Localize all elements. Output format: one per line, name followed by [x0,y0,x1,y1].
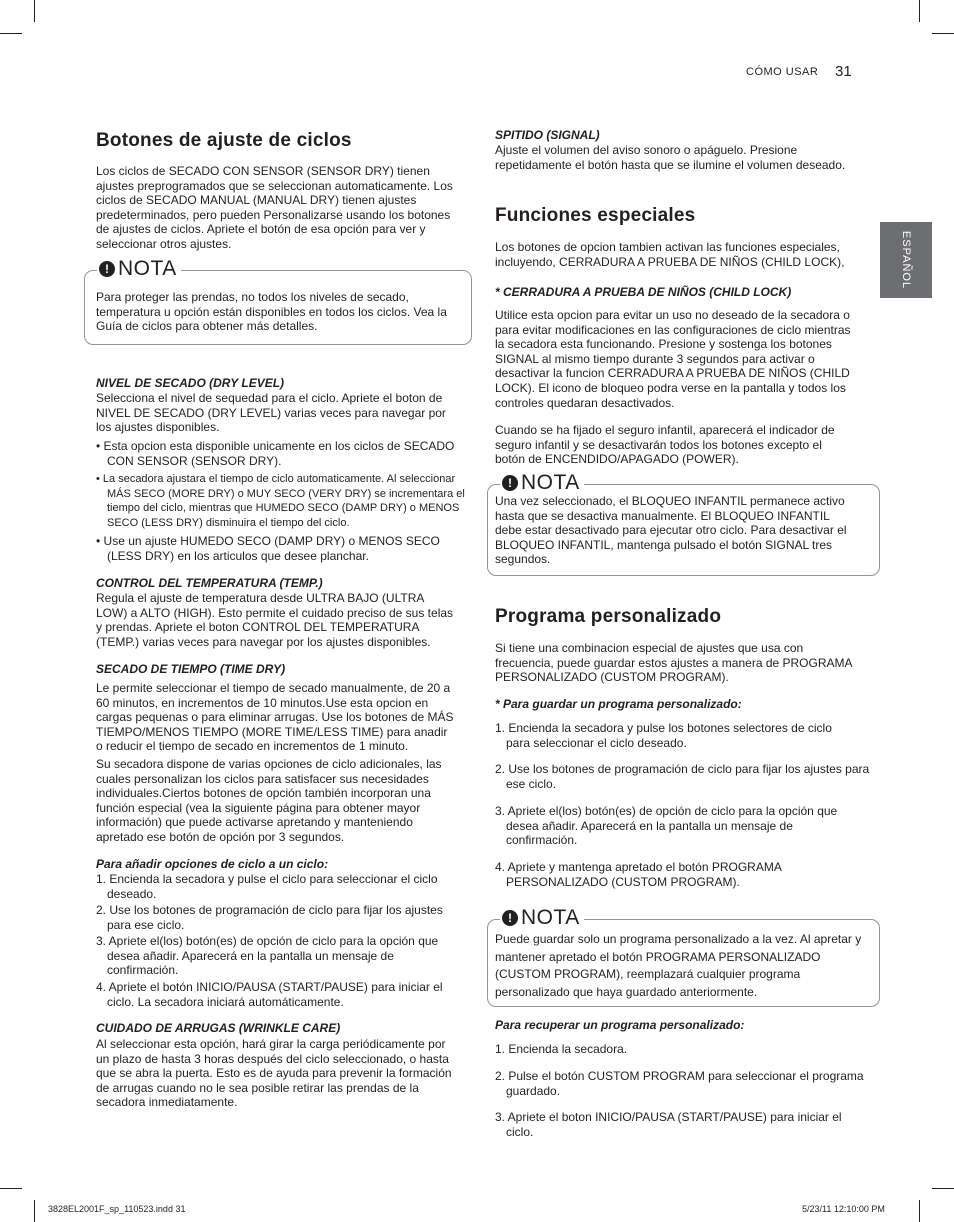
paragraph: Ajuste el volumen del aviso sonoro o apáguelo. Presione repetidamente el botón hasta que se ilumine el volumen deseado. [495,143,846,172]
subheading: SECADO DE TIEMPO (TIME DRY) [96,662,286,676]
subheading: * Para guardar un programa personalizado: [495,697,742,711]
running-header: CÓMO USAR [746,66,819,78]
section-title: Botones de ajuste de ciclos [96,130,352,151]
list-item: • La secadora ajustara el tiempo de ciclo automaticamente. Al seleccionar MÁS SECO (MORE DRY) o MUY SECO (VERY DRY) se incrementara el tiempo del ciclo, mientras que HUMEDO SECO (DAMP DRY) o MENOS SECO (LESS DRY) disminuira el tiempo del ciclo. [96,473,465,529]
note-text: Una vez seleccionado, el BLOQUEO INFANTIL permanece activo hasta que se desactiva manualmente. El BLOQUEO INFANTIL debe estar desactivado para ejecutar otro ciclo. Para desactivar el BLOQUEO INFANTIL, mantenga pulsado el botón SIGNAL tres segundos. [495,494,847,567]
intro-paragraph: Los ciclos de SECADO CON SENSOR (SENSOR DRY) tienen ajustes preprogramados que se seleccionan automaticamente. Los ciclos de SECADO MANUAL (MANUAL DRY) tienen ajustes predeterminados, pero pueden Personalizarse usando los botones de ajustes de ciclos. Apriete el botón de esa opción para ver y seleccionar otros ajustes. [96,164,453,251]
paragraph: Cuando se ha fijado el seguro infantil, aparecerá el indicador de seguro infantil y se desactivarán todos los botones excepto el botón de ENCENDIDO/APAGADO (POWER). [495,423,835,467]
list-item: 2. Use los botones de programación de ciclo para fijar los ajustes para ese ciclo. [96,903,443,932]
language-tab [880,222,932,298]
paragraph: Regula el ajuste de temperatura desde ULTRA BAJO (ULTRA LOW) a ALTO (HIGH). Esto permite el cuidado preciso de sus telas y prendas. Apriete el boton CONTROL DEL TEMPERATURA (TEMP.) varias veces para navegar por los ajustes disponibles. [96,591,454,649]
note-box [487,471,880,576]
paragraph: Su secadora dispone de varias opciones de ciclo adicionales, las cuales personalizan los ciclos para satisfacer sus necesidades individuales.Ciertos botones de opción también incorporan una función especial (vea la siguiente página para obtener mayor información) que puede activarse apretando y manteniendo apretado ese botón de opción por 3 segundos. [96,757,442,844]
note-text: Puede guardar solo un programa personalizado a la vez. Al apretar y mantener apretado el botón PROGRAMA PERSONALIZADO (CUSTOM PROGRAM), reemplazará cualquier programa personalizado que haya guardado anteriormente. [495,932,862,999]
subheading: SPITIDO (SIGNAL) [495,128,600,142]
note-text: Para proteger las prendas, no todos los niveles de secado, temperatura u opción están disponibles en todos los ciclos. Vea la Guía de ciclos para obtener más detalles. [96,290,447,334]
list-item: 2. Pulse el botón CUSTOM PROGRAM para seleccionar el programa guardado. [495,1069,864,1098]
paragraph: Utilice esta opcion para evitar un uso no deseado de la secadora o para evitar modificaciones en las configuraciones de ciclo mientras la secadora esta funcionando. Presione y sostenga los botones SIGNAL al mismo tiempo durante 3 segundos para activar o desactivar la funcion CERRADURA A PRUEBA DE NIÑOS (CHILD LOCK). El icono de bloqueo podra verse en la pantalla y todos los controles quedaran desactivados. [495,308,851,410]
subheading: NIVEL DE SECADO (DRY LEVEL) [96,376,285,390]
list-item: 4. Apriete el botón INICIO/PAUSA (START/PAUSE) para iniciar el ciclo. La secadora iniciará automáticamente. [96,980,443,1009]
footer-file: 3828EL2001F_sp_110523.indd 31 [48,1204,186,1214]
subheading: * CERRADURA A PRUEBA DE NIÑOS (CHILD LOCK) [495,285,792,299]
crop-mark [919,1200,920,1222]
subheading: Para recuperar un programa personalizado: [495,1018,745,1032]
list-item: 3. Apriete el(los) botón(es) de opción de ciclo para la opción que desea añadir. Aparecerá en la pantalla un mensaje de confirmación. [495,804,838,848]
crop-mark [34,0,35,22]
crop-mark [932,33,954,34]
crop-mark [34,1200,35,1222]
paragraph: Si tiene una combinacion especial de ajustes que usa con frecuencia, puede guardar estos ajustes a manera de PROGRAMA PERSONALIZADO (CUSTOM PROGRAM). [495,641,852,685]
subheading: CUIDADO DE ARRUGAS (WRINKLE CARE) [96,1021,341,1035]
crop-mark [0,33,22,34]
list-item: • Use un ajuste HUMEDO SECO (DAMP DRY) o MENOS SECO (LESS DRY) en los articulos que desee planchar. [96,534,440,563]
list-item: 3. Apriete el(los) botón(es) de opción de ciclo para la opción que desea añadir. Aparecerá en la pantalla un mensaje de confirmación. [96,934,439,978]
note-label: NOTA [521,906,580,929]
list-item: 1. Encienda la secadora y pulse los botones selectores de ciclo para seleccionar el ciclo deseado. [495,721,832,750]
footer-date: 5/23/11 12:10:00 PM [802,1204,885,1214]
exclamation-icon: ! [99,261,115,277]
note-label: NOTA [118,257,177,280]
paragraph: Le permite seleccionar el tiempo de secado manualmente, de 20 a 60 minutos, en incrementos de 10 minutos.Use esta opcion en cargas pequenas o para eliminar arrugas. Use los botones de MÁS TIEMPO/MENOS TIEMPO (MORE TIME/LESS TIME) para anadir o reducir el tiempo de secado en incrementos de 1 minuto. [96,681,454,754]
list-item: 1. Encienda la secadora y pulse el ciclo para seleccionar el ciclo deseado. [96,872,438,901]
list-item: • Esta opcion esta disponible unicamente en los ciclos de SECADO CON SENSOR (SENSOR DRY). [96,439,455,468]
page-number: 31 [835,63,852,80]
crop-mark [0,1188,22,1189]
note-box [84,257,472,345]
note-label: NOTA [521,471,580,494]
language-tab-label: ESPAÑOL [900,230,912,290]
exclamation-icon: ! [502,910,518,926]
list-item: 2. Use los botones de programación de ciclo para fijar los ajustes para ese ciclo. [495,762,870,791]
paragraph: Los botones de opcion tambien activan las funciones especiales, incluyendo, CERRADURA A PRUEBA DE NIÑOS (CHILD LOCK), [495,240,845,269]
paragraph: Selecciona el nivel de sequedad para el ciclo. Apriete el boton de NIVEL DE SECADO (DRY LEVEL) varias veces para navegar por los ajustes disponibles. [96,391,446,435]
exclamation-icon: ! [502,475,518,491]
crop-mark [919,0,920,22]
list-item: 3. Apriete el boton INICIO/PAUSA (START/PAUSE) para iniciar el ciclo. [495,1110,842,1139]
subheading: CONTROL DEL TEMPERATURA (TEMP.) [96,576,323,590]
section-title: Funciones especiales [495,205,696,226]
subheading: Para añadir opciones de ciclo a un ciclo: [96,857,329,871]
list-item: 1. Encienda la secadora. [495,1042,628,1056]
crop-mark [932,1188,954,1189]
paragraph: Al seleccionar esta opción, hará girar la carga periódicamente por un plazo de hasta 3 horas después del ciclo seleccionado, o hasta que se abra la puerta. Esto es de ayuda para prevenir la formación de arrugas cuando no le sea posible retirar las prendas de la secadora inmediatamente. [96,1037,452,1110]
note-box [487,906,880,1007]
list-item: 4. Apriete y mantenga apretado el botón PROGRAMA PERSONALIZADO (CUSTOM PROGRAM). [495,860,782,889]
section-title: Programa personalizado [495,606,722,627]
